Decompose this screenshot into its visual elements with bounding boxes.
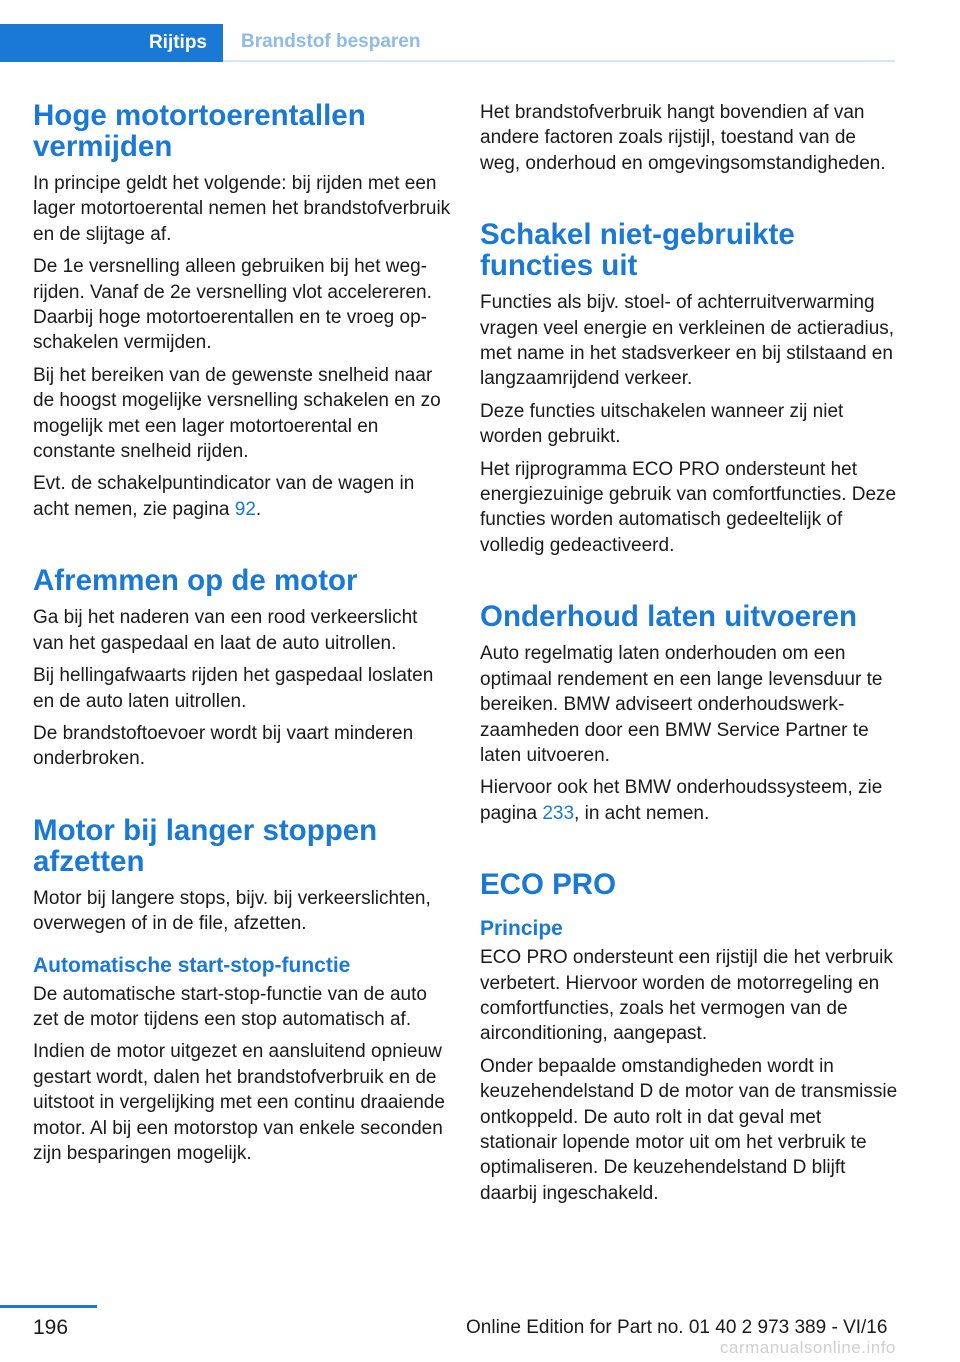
spacer xyxy=(480,183,898,219)
paragraph: Motor bij langere stops, bijv. bij verkeerslichten, overwegen of in de file, afzetten. xyxy=(33,887,431,935)
paragraph: In principe geldt het volgende: bij rijden met een lager motortoerental nemen het brandstofverbruik en de slijtage af. xyxy=(33,173,451,245)
section-title-afremmen: Afremmen op de motor xyxy=(33,564,358,598)
paragraph: Indien de motor uitgezet en aansluitend opnieuw gestart wordt, dalen het brandstofverbruik en de uitstoot in vergelijking met een continu draaiende motor. Al bij een motorstop van enkele seconden zijn besparingen mogelijk. xyxy=(33,1041,445,1164)
paragraph: Onder bepaalde omstandigheden wordt in keuzehendelstand D de motor van de transmissie ontkoppeld. De auto rolt in dat geval met stationair lopende motor uit om het verbruik te optimaliseren. De keuzehendelstand D blijft daarbij ingeschakeld. xyxy=(480,1055,898,1204)
paragraph-text: Evt. de schakelpuntindicator van de wagen in acht nemen, zie pagina xyxy=(33,473,415,520)
paragraph: Functies als bijv. stoel- of achterruitverwarming vragen veel energie en verkleinen de actieradius, met name in het stadsverkeer en bij stilstaand en langzaamrijdend verkeer. xyxy=(480,292,895,390)
paragraph: De 1e versnelling alleen gebruiken bij het wegrijden. Vanaf de 2e versnelling vlot accelereren. Daarbij hoge motortoerentallen en te vroeg opschakelen vermijden. xyxy=(33,256,432,354)
paragraph: De brandstoftoevoer wordt bij vaart minderen onderbroken. xyxy=(33,722,414,770)
spacer xyxy=(480,565,898,601)
paragraph: Bij het bereiken van de gewenste snelheid naar de hoogst mogelijke versnelling schakelen en zo mogelijk met een lager motortoerental en constante snelheid rijden. xyxy=(33,364,441,463)
paragraph: Bij hellingafwaarts rijden het gaspedaal loslaten en de auto laten uitrollen. xyxy=(33,665,434,712)
footer-rule xyxy=(0,1305,97,1308)
section-title-schakel-functies-uit: Schakel niet-gebruikte functies uit xyxy=(480,218,795,283)
paragraph: Deze functies uitschakelen wanneer zij niet worden gebruikt. xyxy=(480,400,844,448)
section-title-onderhoud: Onderhoud laten uitvoeren xyxy=(480,600,857,634)
spacer xyxy=(33,529,451,565)
page-link-233[interactable]: 233 xyxy=(542,802,575,824)
spacer xyxy=(480,833,898,869)
paragraph-text: , in acht nemen. xyxy=(574,802,710,824)
paragraph-text: . xyxy=(255,498,262,520)
paragraph-page-ref xyxy=(480,775,898,826)
page-header xyxy=(0,24,895,62)
spacer xyxy=(33,944,451,954)
spacer xyxy=(480,909,898,917)
paragraph: Het brandstofverbruik hangt bovendien af van andere factoren zoals rijstijl, toestand van de weg, onderhoud en omgevingsomstandigheden. xyxy=(480,102,886,174)
paragraph: Ga bij het naderen van een rood verkeerslicht van het gaspedaal en laat de auto uitrollen. xyxy=(33,607,418,654)
paragraph: De automatische start-stop-functie van de auto zet de motor tijdens een stop automatisch af. xyxy=(33,983,427,1030)
paragraph-text: Hiervoor ook het BMW onderhoudssysteem, zie pagina xyxy=(480,777,883,824)
paragraph: Auto regelmatig laten onderhouden om een optimaal rendement en een lange levensduur te bereiken. BMW adviseert onderhoudswerkzaamheden door een BMW Service Partner te laten uitvoeren. xyxy=(480,643,883,766)
paragraph: ECO PRO ondersteunt een rijstijl die het verbruik verbetert. Hiervoor worden de motorregeling en comfortfuncties, zoals het vermogen van de airconditioning, aangepast. xyxy=(480,947,893,1045)
watermark: carmanualsonline.info xyxy=(720,1338,896,1357)
section-title-eco-pro: ECO PRO xyxy=(480,868,617,902)
left-column xyxy=(33,100,451,1173)
subsection-title-principe: Principe xyxy=(480,917,563,941)
page-number: 196 xyxy=(33,1316,69,1339)
right-column xyxy=(480,100,898,1213)
paragraph: Het rijprogramma ECO PRO ondersteunt het energiezuinige gebruik van comfortfuncties. Deze functies worden automatisch gedeeltelijk of volledig gedeactiveerd. xyxy=(480,458,897,556)
spacer xyxy=(33,779,451,815)
paragraph-page-ref xyxy=(33,471,451,522)
section-title-motor-afzetten: Motor bij langer stoppen afzetten xyxy=(33,813,378,878)
section-title-hoge-motortoerentallen: Hoge motortoerentallen vermijden xyxy=(33,99,366,163)
tab-brandstof-besparen[interactable]: Brandstof besparen xyxy=(241,31,421,52)
edition-note: Online Edition for Part no. 01 40 2 973 389 - VI/16 xyxy=(466,1317,888,1338)
subsection-title-start-stop: Automatische start-stop-functie xyxy=(33,953,351,977)
page-link-92[interactable]: 92 xyxy=(234,498,256,520)
tab-rijtips[interactable]: Rijtips xyxy=(0,24,223,62)
